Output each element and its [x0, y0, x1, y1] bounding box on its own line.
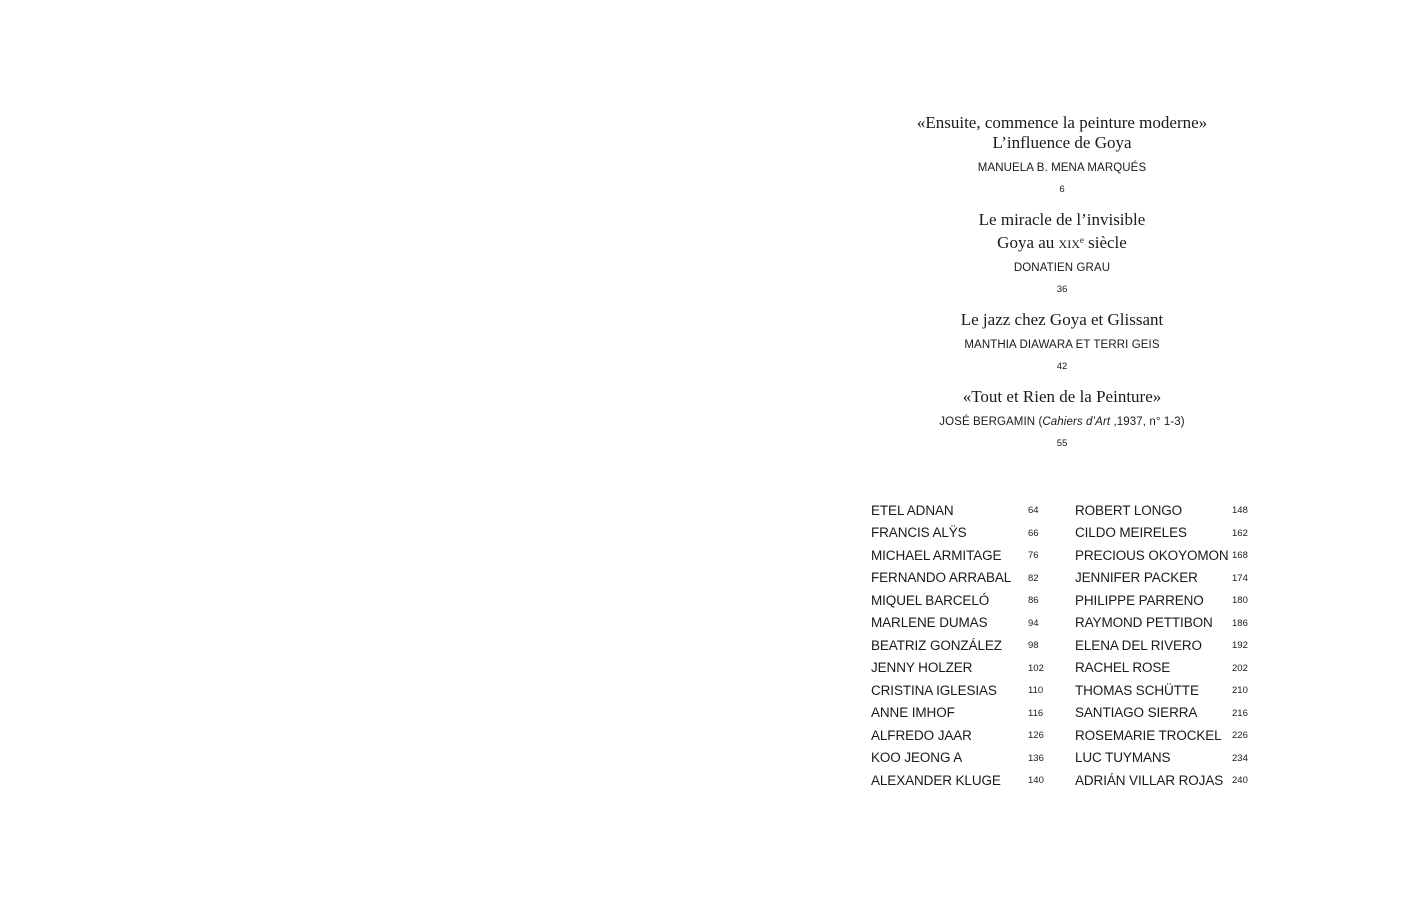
artist-entry[interactable] [1075, 589, 1265, 612]
artist-entry[interactable] [871, 634, 1075, 657]
artist-page-number: 94 [1028, 617, 1039, 629]
essay-title-line: Le jazz chez Goya et Glissant [960, 310, 1164, 329]
artist-name: ALFREDO JAAR [871, 727, 972, 743]
artist-name: THOMAS SCHÜTTE [1075, 682, 1199, 698]
artist-name: PRECIOUS OKOYOMON [1075, 547, 1229, 563]
artist-page-number: 116 [1028, 707, 1044, 719]
artist-name: KOO JEONG A [871, 750, 963, 766]
source-details: ,1937, n° 1-3) [1110, 416, 1185, 428]
artist-name: FERNANDO ARRABAL [871, 570, 1012, 586]
essay-page-number: 36 [1056, 284, 1068, 295]
artist-page-number: 76 [1028, 550, 1039, 561]
artist-entry[interactable] [871, 724, 1075, 747]
artist-name: CILDO MEIRELES [1075, 525, 1187, 541]
essay-title-line: «Ensuite, commence la peinture moderne» [916, 113, 1208, 132]
essay-author: DONATIEN GRAU [1013, 262, 1111, 274]
artist-page-number: 210 [1232, 685, 1248, 696]
artist-entry[interactable] [1075, 499, 1265, 522]
artist-page-number: 110 [1028, 685, 1044, 696]
artist-entry[interactable] [1075, 567, 1265, 590]
artist-entry[interactable] [1075, 522, 1265, 545]
century-numeral: xix [1058, 233, 1080, 252]
essay-entry-4[interactable] [812, 387, 1312, 450]
artist-page-number: 234 [1232, 752, 1248, 764]
artist-index [871, 499, 1265, 792]
artist-page-number: 226 [1232, 730, 1248, 741]
artist-entry[interactable] [871, 544, 1075, 567]
artist-column-left [871, 499, 1075, 792]
essay-title-line: L’influence de Goya [992, 133, 1132, 152]
artist-name: JENNY HOLZER [871, 660, 973, 676]
artist-page-number: 168 [1232, 550, 1248, 561]
artist-entry[interactable] [871, 589, 1075, 612]
artist-page-number: 136 [1028, 752, 1044, 764]
artist-entry[interactable] [1075, 747, 1265, 770]
artist-entry[interactable] [871, 567, 1075, 590]
essay-title [812, 310, 1312, 330]
artist-page-number: 192 [1232, 640, 1248, 651]
artist-page-number: 148 [1232, 505, 1248, 516]
artist-entry[interactable] [1075, 724, 1265, 747]
artist-page-number: 102 [1028, 662, 1044, 674]
artist-entry[interactable] [871, 747, 1075, 770]
artist-page-number: 174 [1232, 572, 1248, 584]
essay-title-line [812, 230, 1312, 253]
essay-page-number: 42 [1056, 361, 1068, 372]
essay-title-text: Goya au [997, 233, 1059, 252]
essay-entry-3[interactable] [812, 310, 1312, 373]
artist-name: MARLENE DUMAS [871, 615, 988, 631]
artist-entry[interactable] [1075, 769, 1265, 792]
essay-title [812, 387, 1312, 407]
artist-page-number: 202 [1232, 662, 1248, 674]
artist-page-number: 82 [1028, 572, 1039, 584]
artist-page-number: 140 [1028, 775, 1044, 786]
artist-name: FRANCIS ALŸS [871, 525, 967, 541]
artist-name: LUC TUYMANS [1075, 750, 1171, 766]
artist-name: MIQUEL BARCELÓ [871, 592, 990, 608]
source-open: ( [1035, 416, 1043, 428]
essay-entry-2[interactable] [812, 210, 1312, 296]
essay-page-number: 6 [1059, 184, 1065, 195]
artist-entry[interactable] [871, 702, 1075, 725]
artist-page-number: 126 [1028, 730, 1044, 741]
essay-author [812, 415, 1312, 429]
artist-entry[interactable] [871, 657, 1075, 680]
artist-page-number: 66 [1028, 527, 1039, 539]
artist-entry[interactable] [1075, 657, 1265, 680]
artist-entry[interactable] [871, 679, 1075, 702]
essay-author: MANTHIA DIAWARA ET TERRI GEIS [964, 339, 1160, 351]
essay-title [812, 113, 1312, 153]
artist-name: RAYMOND PETTIBON [1075, 615, 1213, 631]
author-name: JOSÉ BERGAMIN [939, 416, 1036, 428]
essay-author: MANUELA B. MENA MARQUÉS [977, 162, 1147, 174]
artist-name: CRISTINA IGLESIAS [871, 682, 997, 698]
artist-column-right [1075, 499, 1265, 792]
essay-title-line: «Tout et Rien de la Peinture» [962, 387, 1162, 406]
artist-entry[interactable] [1075, 702, 1265, 725]
artist-entry[interactable] [871, 769, 1075, 792]
artist-page-number: 64 [1028, 505, 1039, 516]
artist-name: ADRIÁN VILLAR ROJAS [1075, 772, 1224, 788]
century-superscript: e [1079, 235, 1084, 245]
artist-name: ALEXANDER KLUGE [871, 772, 1001, 788]
essay-title-line: Le miracle de l’invisible [978, 210, 1146, 229]
left-page-blank [0, 0, 707, 908]
artist-entry[interactable] [1075, 634, 1265, 657]
artist-name: SANTIAGO SIERRA [1075, 705, 1198, 721]
essay-list [812, 113, 1312, 450]
artist-name: MICHAEL ARMITAGE [871, 547, 1002, 563]
artist-name: ROSEMARIE TROCKEL [1075, 727, 1222, 743]
artist-entry[interactable] [1075, 544, 1265, 567]
artist-page-number: 162 [1232, 527, 1248, 539]
artist-name: RACHEL ROSE [1075, 660, 1171, 676]
artist-page-number: 180 [1232, 595, 1248, 606]
artist-page-number: 98 [1028, 640, 1039, 651]
artist-name: ELENA DEL RIVERO [1075, 637, 1202, 653]
artist-page-number: 216 [1232, 707, 1248, 719]
essay-entry-1[interactable] [812, 113, 1312, 196]
artist-entry[interactable] [1075, 612, 1265, 635]
artist-name: JENNIFER PACKER [1075, 570, 1198, 586]
artist-name: BEATRIZ GONZÁLEZ [871, 637, 1002, 653]
essay-page-number: 55 [1056, 438, 1068, 449]
essay-title [812, 210, 1312, 253]
essay-title-text: siècle [1083, 233, 1127, 252]
artist-entry[interactable] [871, 499, 1075, 522]
artist-name: ETEL ADNAN [871, 502, 954, 518]
artist-page-number: 186 [1232, 617, 1248, 629]
artist-name: ROBERT LONGO [1075, 502, 1183, 518]
artist-entry[interactable] [871, 612, 1075, 635]
artist-page-number: 240 [1232, 775, 1248, 786]
artist-name: ANNE IMHOF [871, 705, 955, 721]
artist-entry[interactable] [1075, 679, 1265, 702]
artist-name: PHILIPPE PARRENO [1075, 592, 1204, 608]
artist-entry[interactable] [871, 522, 1075, 545]
artist-page-number: 86 [1028, 595, 1039, 606]
source-title: Cahiers d’Art [1042, 416, 1111, 428]
